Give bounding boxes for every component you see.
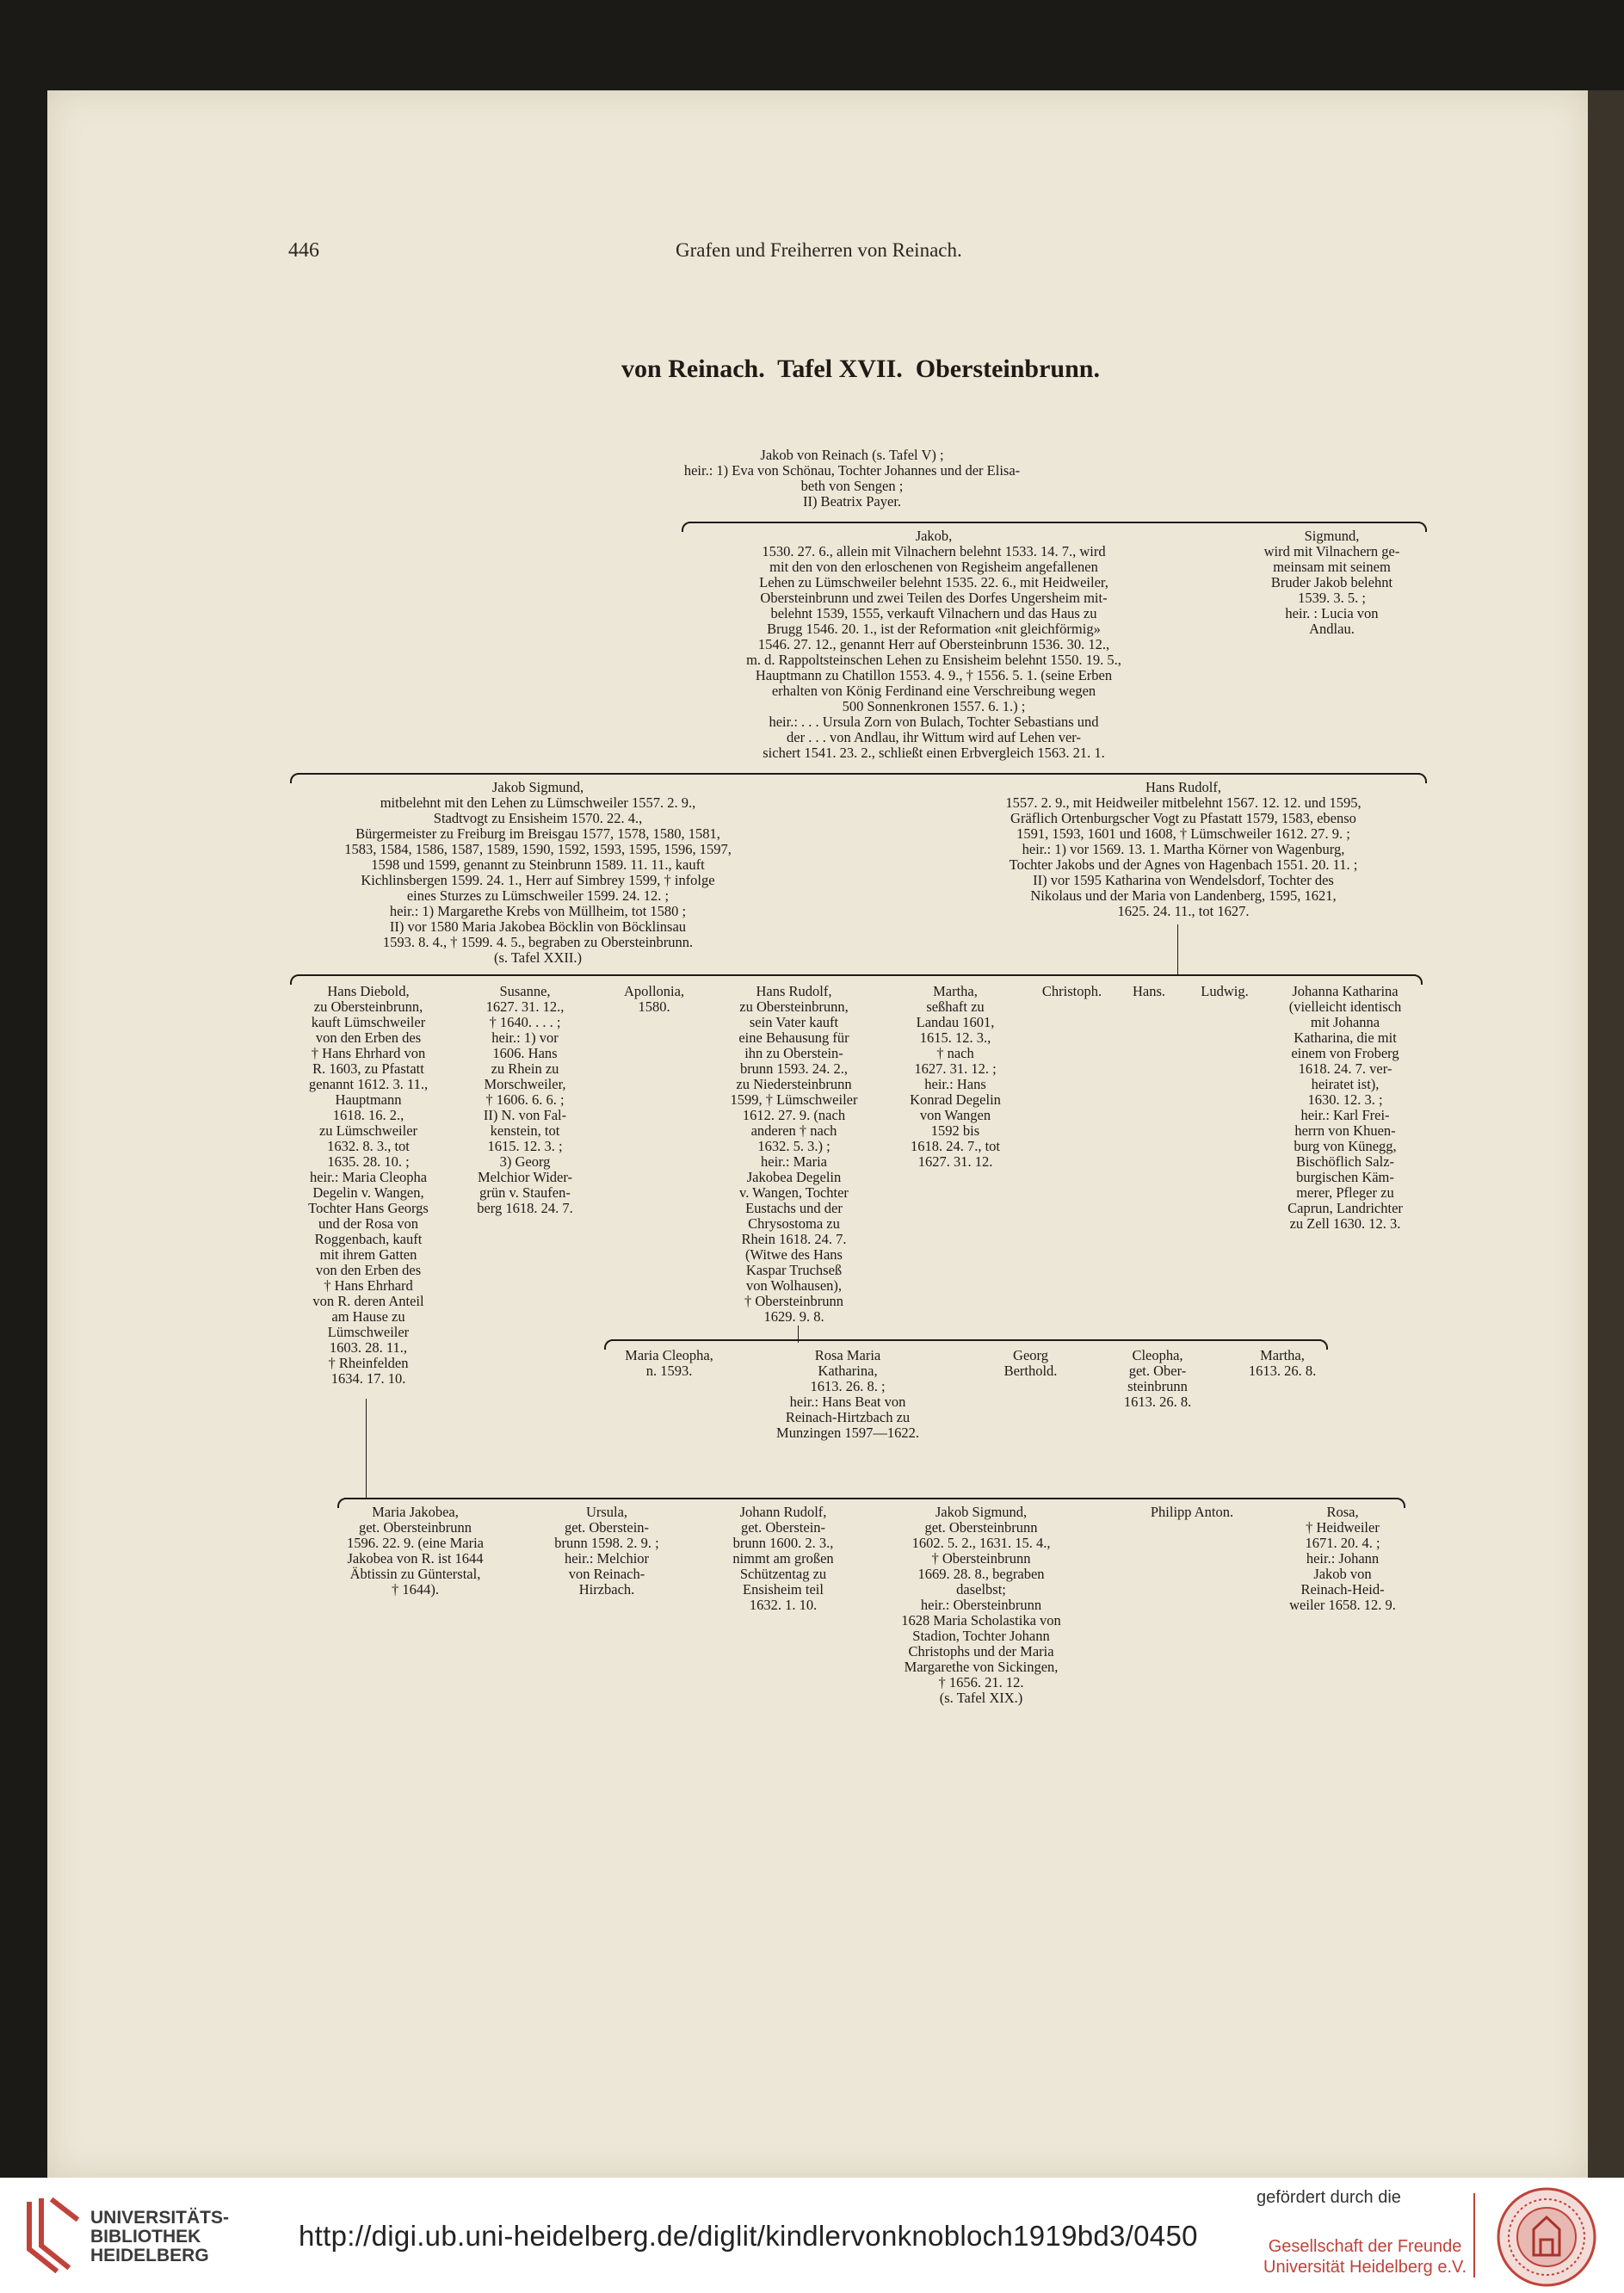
text-line: † Obersteinbrunn — [931, 1550, 1031, 1567]
text-line: heir.: 1) Margarethe Krebs von Müllheim, tot 1580 ; — [389, 903, 687, 919]
text-line: 1596. 22. 9. (eine Maria — [347, 1535, 484, 1551]
text-line: am Hause zu — [331, 1308, 405, 1325]
gen5b-philipp-anton: Philipp Anton. — [1150, 1504, 1234, 1520]
page-number: 446 — [288, 239, 319, 262]
gen5b-maria-jakobea — [323, 1505, 508, 1598]
text-line: get. Obersteinbrunn — [358, 1519, 472, 1536]
text-line: grün v. Staufen- — [479, 1184, 571, 1201]
text-line: 1671. 20. 4. ; — [1305, 1535, 1380, 1551]
gen5b-ursula — [529, 1505, 684, 1598]
library-name-line: UNIVERSITÄTS- — [90, 2208, 230, 2228]
text-line: 1612. 27. 9. (nach — [742, 1107, 846, 1123]
text-line: 1628 Maria Scholastika von — [901, 1612, 1061, 1629]
text-line: † 1644). — [392, 1581, 439, 1598]
text-line: weiler 1658. 12. 9. — [1289, 1597, 1396, 1613]
connector-hans-rudolf — [1177, 924, 1178, 974]
text-line: Hauptmann zu Chatillon 1553. 4. 9., † 1556. 5. 1. (seine Erben — [755, 667, 1113, 683]
text-line: brunn 1598. 2. 9. ; — [554, 1535, 659, 1551]
text-line: Bruder Jakob belehnt — [1270, 574, 1393, 590]
text-line: Ensisheim teil — [743, 1581, 824, 1598]
text-line: 1618. 24. 7. ver- — [1298, 1060, 1392, 1077]
text-line: erhalten von König Ferdinand eine Verschreibung wegen — [771, 683, 1096, 699]
text-line: anderen † nach — [750, 1122, 837, 1139]
text-line: 3) Georg — [499, 1153, 551, 1170]
text-line: brunn 1593. 24. 2., — [739, 1060, 849, 1077]
text-line: Hauptmann — [335, 1091, 402, 1108]
library-name — [90, 2209, 229, 2265]
text-line: Jakob, — [915, 528, 953, 544]
library-logo-icon — [24, 2197, 81, 2273]
gen4-hans-diebold — [287, 984, 450, 1387]
text-line: 1627. 31. 12., — [485, 998, 565, 1015]
text-line: (s. Tafel XXII.) — [493, 949, 583, 966]
gen4-martha — [882, 984, 1028, 1170]
text-line: heir.: 1) vor — [491, 1029, 559, 1046]
text-line: II) N. von Fal- — [483, 1107, 567, 1123]
running-head: Grafen und Freiherren von Reinach. — [676, 239, 962, 261]
text-line: Maria Jakobea, — [372, 1504, 459, 1520]
brace-gen5a — [611, 1339, 1321, 1341]
text-line: Apollonia, — [623, 983, 685, 999]
text-line: 1539. 3. 5. ; — [1298, 590, 1366, 606]
text-line: 1603. 28. 11., — [329, 1339, 408, 1356]
text-line: eine Behausung für — [738, 1029, 849, 1046]
text-line: heir.: Hans — [924, 1076, 986, 1092]
text-line: 1613. 26. 8. ; — [810, 1378, 886, 1394]
text-line: Katharina, die mit — [1294, 1029, 1397, 1046]
gen4-johanna-katharina — [1263, 984, 1427, 1232]
text-line: heir.: Maria — [761, 1153, 827, 1170]
text-line: wird mit Vilnachern ge- — [1263, 543, 1400, 559]
text-line: 1615. 12. 3. ; — [487, 1138, 563, 1154]
gen4-ludwig: Ludwig. — [1201, 983, 1249, 999]
text-line: Maria Cleopha, — [625, 1347, 713, 1363]
gen5a-martha — [1226, 1348, 1338, 1379]
text-line: Jakob Sigmund, — [491, 779, 584, 795]
text-line: Margarethe von Sickingen, — [904, 1659, 1059, 1675]
text-line: sichert 1541. 23. 2., schließt einen Erbvergleich 1563. 21. 1. — [763, 745, 1105, 761]
text-line: zu Zell 1630. 12. 3. — [1289, 1215, 1401, 1232]
text-line: Jakobea von R. ist 1644 — [347, 1550, 484, 1567]
text-line: und der Rosa von — [318, 1215, 418, 1232]
text-line: der . . . von Andlau, ihr Wittum wird auf Lehen ver- — [787, 729, 1081, 745]
text-line: heir. : Lucia von — [1285, 605, 1379, 621]
text-line: heir.: Melchior — [564, 1550, 650, 1567]
gen5a-georg — [977, 1348, 1084, 1379]
sponsor-name-line: Universität Heidelberg e.V. — [1263, 2258, 1467, 2277]
text-line: Sigmund, — [1304, 528, 1360, 544]
text-line: † 1606. 6. 6. ; — [485, 1091, 565, 1108]
text-line: Schützentag zu — [739, 1566, 827, 1582]
text-line: Johann Rudolf, — [739, 1504, 827, 1520]
text-line: 1580. — [638, 998, 670, 1015]
text-line: Hans Rudolf, — [1145, 779, 1221, 795]
text-line: 1546. 27. 12., genannt Herr auf Obersteinbrunn 1536. 30. 12., — [757, 636, 1110, 652]
text-line: Munzingen 1597—1622. — [776, 1425, 919, 1441]
text-line: seßhaft zu — [926, 998, 985, 1015]
text-line: Rosa Maria — [814, 1347, 881, 1363]
text-line: 1593. 8. 4., † 1599. 4. 5., begraben zu Obersteinbrunn. — [382, 934, 694, 950]
text-line: Reinach-Hirtzbach zu — [785, 1409, 911, 1425]
text-line: Georg — [1013, 1347, 1048, 1363]
text-line: nimmt am großen — [732, 1550, 834, 1567]
text-line: Stadtvogt zu Ensisheim 1570. 22. 4., — [433, 810, 643, 826]
text-line: II) vor 1580 Maria Jakobea Böcklin von Böcklinsau — [389, 918, 687, 935]
text-line: einem von Froberg — [1291, 1045, 1399, 1061]
text-line: 1583, 1584, 1586, 1587, 1589, 1590, 1592, 1593, 1595, 1596, 1597, — [344, 841, 732, 857]
text-line: Martha, — [933, 983, 978, 999]
text-line: beth von Sengen ; — [800, 478, 904, 494]
text-line: Jakob Sigmund, — [935, 1504, 1028, 1520]
text-line: † nach — [936, 1045, 974, 1061]
gen5a-cleopha — [1102, 1348, 1213, 1410]
text-line: brunn 1600. 2. 3., — [732, 1535, 834, 1551]
permalink[interactable]: http://digi.ub.uni-heidelberg.de/diglit/kindlervonknobloch1919bd3/0450 — [299, 2220, 1198, 2252]
text-line: † Heidweiler — [1306, 1519, 1380, 1536]
text-line: Lehen zu Lümschweiler belehnt 1535. 22. 6., mit Heidweiler, — [759, 574, 1108, 590]
text-line: Äbtissin zu Günterstal, — [349, 1566, 481, 1582]
text-line: 1635. 28. 10. ; — [327, 1153, 410, 1170]
text-line: 1592 bis — [930, 1122, 980, 1139]
text-line: merer, Pfleger zu — [1296, 1184, 1394, 1201]
sponsor-label: gefördert durch die — [1257, 2188, 1401, 2207]
gen4-christoph: Christoph. — [1041, 983, 1102, 999]
gen4-hans: Hans. — [1132, 983, 1166, 999]
text-line: 1530. 27. 6., allein mit Vilnachern belehnt 1533. 14. 7., wird — [762, 543, 1106, 559]
text-line: † Hans Ehrhard von — [311, 1045, 426, 1061]
text-line: Ursula, — [585, 1504, 628, 1520]
gen3-jakob-sigmund — [280, 780, 796, 966]
text-line: Bürgermeister zu Freiburg im Breisgau 1577, 1578, 1580, 1581, — [355, 825, 720, 842]
text-line: 1629. 9. 8. — [763, 1308, 824, 1325]
text-line: v. Wangen, Tochter — [739, 1184, 849, 1201]
text-line: † 1656. 21. 12. — [938, 1674, 1024, 1690]
text-line: 1598 und 1599, genannt zu Steinbrunn 1589. 11. 11., kauft — [371, 856, 705, 873]
text-line: heir.: 1) Eva von Schönau, Tochter Johannes und der Elisa- — [683, 462, 1021, 479]
text-line: (Witwe des Hans — [745, 1246, 843, 1263]
text-line: mit Johanna — [1310, 1014, 1380, 1030]
text-line: heir.: Johann — [1306, 1550, 1380, 1567]
text-line: 1632. 1. 10. — [749, 1597, 818, 1613]
text-line: Katharina, — [818, 1363, 878, 1379]
text-line: Caprun, Landrichter — [1287, 1200, 1403, 1216]
gen3-hans-rudolf — [921, 780, 1446, 919]
text-line: get. Obersteinbrunn — [924, 1519, 1038, 1536]
library-name-line: BIBLIOTHEK — [90, 2227, 201, 2247]
text-line: II) Beatrix Payer. — [802, 493, 902, 510]
text-line: burgischen Käm- — [1296, 1169, 1394, 1185]
text-line: Degelin v. Wangen, — [312, 1184, 424, 1201]
text-line: Roggenbach, kauft — [314, 1231, 423, 1247]
library-name-line: HEIDELBERG — [90, 2246, 209, 2265]
footer-bar — [0, 2178, 1624, 2293]
text-line: Hans Diebold, — [327, 983, 410, 999]
text-line: 1613. 26. 8. — [1248, 1363, 1317, 1379]
text-line: Berthold. — [1003, 1363, 1058, 1379]
university-seal-icon — [1496, 2186, 1597, 2288]
text-line: mit ihrem Gatten — [319, 1246, 417, 1263]
text-line: Martha, — [1260, 1347, 1305, 1363]
text-line: mitbelehnt mit den Lehen zu Lümschweiler 1557. 2. 9., — [380, 794, 696, 811]
text-line: 1606. Hans — [492, 1045, 558, 1061]
sponsor-name-line: Gesellschaft der Freunde — [1268, 2237, 1462, 2256]
brace-gen3 — [297, 773, 1420, 775]
text-line: kauft Lümschweiler — [311, 1014, 426, 1030]
text-line: von Wolhausen), — [745, 1277, 843, 1294]
text-line: 500 Sonnenkronen 1557. 6. 1.) ; — [842, 698, 1026, 714]
sponsor-name — [1263, 2236, 1467, 2278]
text-line: Nikolaus und der Maria von Landenberg, 1595, 1621, — [1030, 887, 1337, 904]
gen4-apollonia — [607, 984, 701, 1015]
text-line: II) vor 1595 Katharina von Wendelsdorf, Tochter des — [1033, 872, 1334, 888]
text-line: Cleopha, — [1132, 1347, 1183, 1363]
text-line: berg 1618. 24. 7. — [477, 1200, 573, 1216]
gen5b-jakob-sigmund — [865, 1505, 1097, 1706]
brace-gen4 — [297, 974, 1416, 976]
gen4-hans-rudolf — [710, 984, 878, 1325]
text-line: get. Oberstein- — [564, 1519, 650, 1536]
text-line: 1630. 12. 3. ; — [1307, 1091, 1383, 1108]
gen4-susanne — [456, 984, 594, 1216]
text-line: Eustachs und der — [745, 1200, 843, 1216]
text-line: heiratet ist), — [1311, 1076, 1380, 1092]
text-line: 1591, 1593, 1601 und 1608, † Lümschweiler 1612. 27. 9. ; — [1016, 825, 1350, 842]
text-line: † Obersteinbrunn — [744, 1293, 844, 1309]
text-line: herrn von Khuen- — [1294, 1122, 1396, 1139]
text-line: ihn zu Oberstein- — [744, 1045, 843, 1061]
text-line: Reinach-Heid- — [1300, 1581, 1385, 1598]
gen2-jakob — [658, 528, 1209, 761]
text-line: Rhein 1618. 24. 7. — [741, 1231, 847, 1247]
text-line: 1625. 24. 11., tot 1627. — [1117, 903, 1250, 919]
text-line: get. Ober- — [1128, 1363, 1187, 1379]
text-line: zu Obersteinbrunn, — [313, 998, 423, 1015]
text-line: kenstein, tot — [490, 1122, 560, 1139]
text-line: Bischöflich Salz- — [1295, 1153, 1395, 1170]
text-line: heir.: Hans Beat von — [789, 1394, 906, 1410]
text-line: belehnt 1539, 1555, verkauft Vilnachern und das Haus zu — [770, 605, 1097, 621]
text-line: 1618. 24. 7., tot — [910, 1138, 1001, 1154]
page-title: von Reinach. Tafel XVII. Obersteinbrunn. — [621, 355, 1100, 383]
text-line: Stadion, Tochter Johann — [912, 1628, 1050, 1644]
text-line: Johanna Katharina — [1292, 983, 1399, 999]
text-line: 1557. 2. 9., mit Heidweiler mitbelehnt 1567. 12. 12. und 1595, — [1005, 794, 1362, 811]
gen5a-rosa-maria — [749, 1348, 947, 1441]
text-line: 1632. 8. 3., tot — [327, 1138, 410, 1154]
text-line: Hans Rudolf, — [756, 983, 832, 999]
text-line: Melchior Wider- — [477, 1169, 573, 1185]
text-line: Rosa, — [1326, 1504, 1359, 1520]
text-line: heir.: Maria Cleopha — [309, 1169, 428, 1185]
text-line: Andlau. — [1309, 621, 1355, 637]
gen1-jakob — [594, 448, 1110, 510]
gen5b-rosa — [1265, 1505, 1420, 1613]
text-line: Kichlinsbergen 1599. 24. 1., Herr auf Simbrey 1599, † infolge — [361, 872, 715, 888]
text-line: Konrad Degelin — [910, 1091, 1001, 1108]
text-line: 1618. 16. 2., — [332, 1107, 404, 1123]
text-line: (s. Tafel XIX.) — [939, 1690, 1023, 1706]
text-line: Lümschweiler — [327, 1324, 410, 1340]
text-line: get. Oberstein- — [740, 1519, 826, 1536]
text-line: (vielleicht identisch — [1288, 998, 1402, 1015]
footer-divider — [1473, 2193, 1475, 2278]
page-edge — [1588, 90, 1624, 2178]
text-line: Chrysostoma zu — [748, 1215, 840, 1232]
text-line: Kaspar Truchseß — [745, 1262, 843, 1278]
text-line: von den Erben des — [315, 1262, 422, 1278]
brace-gen5b — [344, 1498, 1399, 1499]
text-line: † Hans Ehrhard — [324, 1277, 413, 1294]
text-line: Landau 1601, — [916, 1014, 995, 1030]
text-line: Tochter Jakobs und der Agnes von Hagenbach 1551. 20. 11. ; — [1009, 856, 1358, 873]
text-line: Tochter Hans Georgs — [308, 1200, 429, 1216]
gen5a-maria-cleopha — [594, 1348, 744, 1379]
text-line: † Rheinfelden — [328, 1355, 409, 1371]
text-line: von Wangen — [919, 1107, 991, 1123]
text-line: zu Rhein zu — [491, 1060, 559, 1077]
text-line: genannt 1612. 3. 11., — [308, 1076, 429, 1092]
text-line: 1602. 5. 2., 1631. 15. 4., — [911, 1535, 1051, 1551]
text-line: zu Niedersteinbrunn — [736, 1076, 852, 1092]
gen5b-johann-rudolf — [701, 1505, 865, 1613]
text-line: 1627. 31. 12. ; — [914, 1060, 997, 1077]
text-line: Hirzbach. — [578, 1581, 635, 1598]
text-line: † 1640. . . . ; — [489, 1014, 561, 1030]
text-line: daselbst; — [956, 1581, 1006, 1598]
connector-hans-diebold — [366, 1399, 367, 1499]
text-line: 1613. 26. 8. — [1123, 1394, 1192, 1410]
text-line: Gräflich Ortenburgscher Vogt zu Pfastatt 1579, 1583, ebenso — [1010, 810, 1356, 826]
text-line: Jakob von — [1313, 1566, 1372, 1582]
gen2-sigmund — [1226, 528, 1437, 637]
text-line: burg von Künegg, — [1294, 1138, 1397, 1154]
text-line: von Reinach- — [568, 1566, 645, 1582]
text-line: 1599, † Lümschweiler — [730, 1091, 858, 1108]
text-line: heir.: Obersteinbrunn — [920, 1597, 1042, 1613]
text-line: zu Obersteinbrunn, — [739, 998, 849, 1015]
text-line: heir.: Karl Frei- — [1300, 1107, 1390, 1123]
text-line: Obersteinbrunn und zwei Teilen des Dorfes Ungersheim mit- — [760, 590, 1108, 606]
text-line: sein Vater kauft — [749, 1014, 839, 1030]
text-line: 1632. 5. 3.) ; — [757, 1138, 831, 1154]
text-line: heir.: . . . Ursula Zorn von Bulach, Tochter Sebastians und — [769, 714, 1099, 730]
text-line: Christophs und der Maria — [908, 1643, 1054, 1659]
text-line: n. 1593. — [645, 1363, 693, 1379]
text-line: 1627. 31. 12. — [917, 1153, 993, 1170]
text-line: mit den von den erloschenen von Regisheim angefallenen — [769, 559, 1098, 575]
text-line: Morschweiler, — [484, 1076, 566, 1092]
text-line: heir.: 1) vor 1569. 13. 1. Martha Körner von Wagenburg, — [1022, 841, 1345, 857]
text-line: Jakobea Degelin — [746, 1169, 842, 1185]
text-line: Susanne, — [499, 983, 551, 999]
text-line: von den Erben des — [315, 1029, 422, 1046]
text-line: 1634. 17. 10. — [330, 1370, 406, 1387]
text-line: von R. deren Anteil — [312, 1293, 424, 1309]
text-line: m. d. Rappoltsteinschen Lehen zu Ensisheim belehnt 1550. 19. 5., — [746, 652, 1121, 668]
text-line: 1615. 12. 3., — [919, 1029, 991, 1046]
text-line: eines Sturzes zu Lümschweiler 1599. 24. 12. ; — [406, 887, 670, 904]
text-line: R. 1603, zu Pfastatt — [312, 1060, 424, 1077]
text-line: steinbrunn — [1127, 1378, 1188, 1394]
text-line: 1669. 28. 8., begraben — [917, 1566, 1045, 1582]
text-line: Brugg 1546. 20. 1., ist der Reformation «nit gleichförmig» — [767, 621, 1101, 637]
text-line: zu Lümschweiler — [318, 1122, 418, 1139]
text-line: meinsam mit seinem — [1273, 559, 1391, 575]
text-line: Jakob von Reinach (s. Tafel V) ; — [760, 447, 944, 463]
brace-gen2 — [689, 522, 1420, 523]
